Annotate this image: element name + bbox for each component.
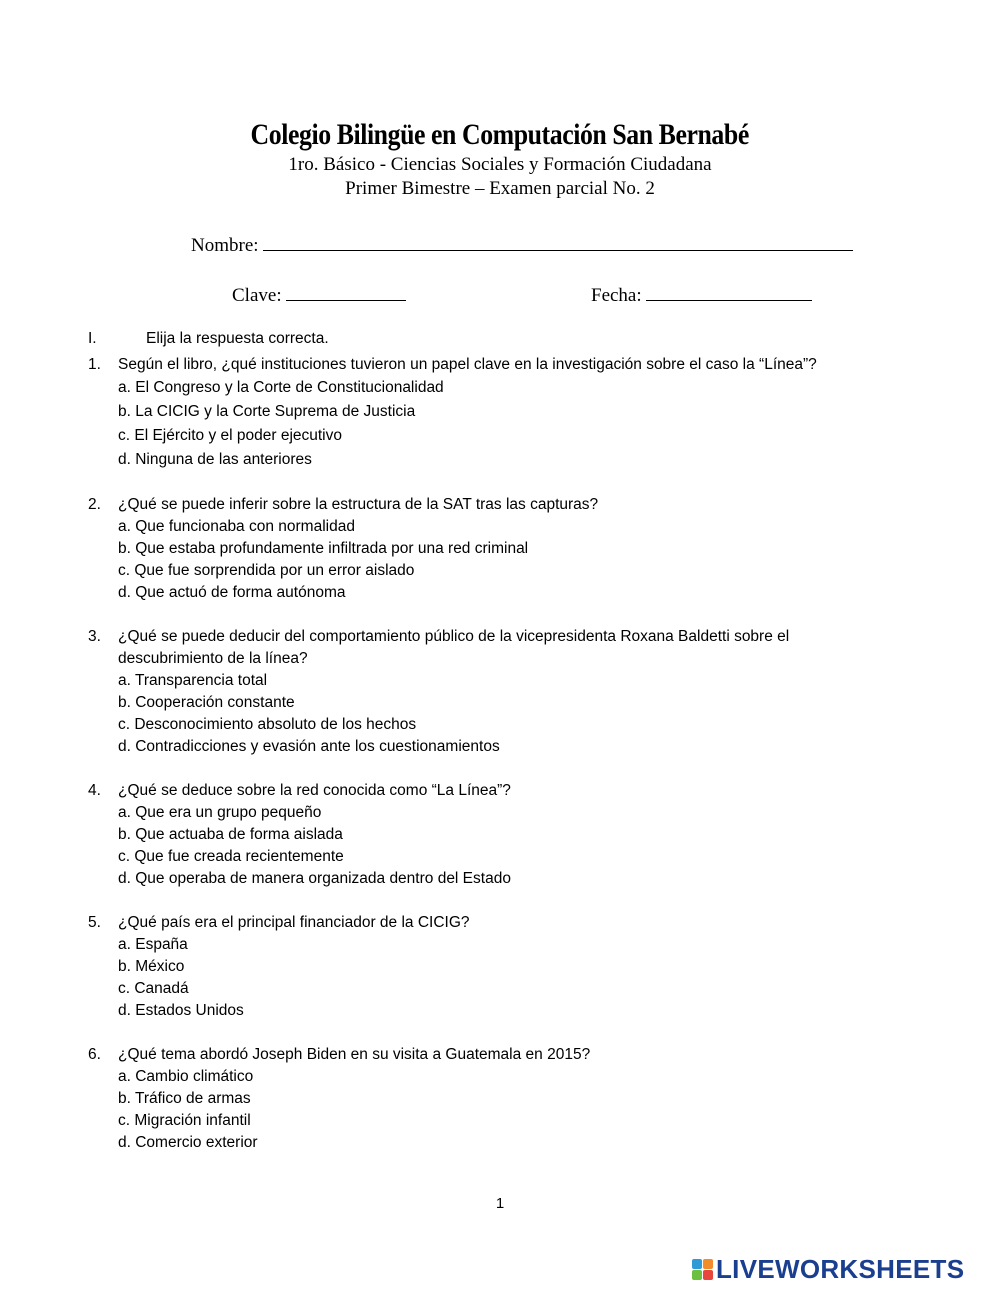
answer-option[interactable]: c. El Ejército y el poder ejecutivo	[118, 427, 342, 444]
question	[88, 780, 888, 890]
answer-option[interactable]: b. La CICIG y la Corte Suprema de Justicia	[118, 403, 416, 420]
logo-block	[703, 1270, 713, 1280]
answer-option[interactable]: d. Ninguna de las anteriores	[118, 451, 312, 468]
date-field	[591, 282, 812, 307]
answer-option[interactable]: a. Transparencia total	[118, 672, 268, 689]
key-label: Clave:	[232, 285, 282, 306]
question-list	[88, 354, 888, 1176]
question	[88, 626, 888, 758]
question-text: Según el libro, ¿qué instituciones tuvieron un papel clave en la investigación sobre el caso la “Línea”?	[118, 356, 817, 373]
answer-option[interactable]: b. Que estaba profundamente infiltrada por una red criminal	[118, 540, 529, 557]
answer-option[interactable]: c. Canadá	[118, 980, 189, 997]
question	[88, 1044, 888, 1154]
answer-option[interactable]: a. España	[118, 936, 188, 953]
question-stem	[88, 354, 888, 376]
answer-option[interactable]: d. Estados Unidos	[118, 1002, 244, 1019]
question-text: ¿Qué tema abordó Joseph Biden en su visita a Guatemala en 2015?	[118, 1046, 591, 1063]
question-text: ¿Qué se deduce sobre la red conocida como “La Línea”?	[118, 782, 511, 799]
question-text: ¿Qué se puede deducir del comportamiento público de la vicepresidenta Roxana Baldetti sobre el descubrimiento de la línea?	[118, 628, 790, 667]
instruction-number: I.	[88, 330, 97, 347]
answer-option[interactable]: a. El Congreso y la Corte de Constitucionalidad	[118, 379, 444, 396]
question-text: ¿Qué se puede inferir sobre la estructura de la SAT tras las capturas?	[118, 496, 599, 513]
answer-option[interactable]: c. Desconocimiento absoluto de los hechos	[118, 716, 417, 733]
answer-option[interactable]: b. Tráfico de armas	[118, 1090, 251, 1107]
logo-block	[692, 1270, 702, 1280]
key-input-line[interactable]	[286, 282, 406, 301]
question-number: 3.	[88, 628, 101, 645]
question	[88, 354, 888, 472]
answer-option[interactable]: c. Que fue creada recientemente	[118, 848, 344, 865]
name-field	[191, 232, 853, 257]
question-stem	[88, 1044, 888, 1066]
logo-text: LIVEWORKSHEETS	[716, 1254, 965, 1284]
date-label: Fecha:	[591, 285, 642, 306]
question-number: 5.	[88, 914, 101, 931]
answer-option[interactable]: a. Que era un grupo pequeño	[118, 804, 322, 821]
answer-option[interactable]: d. Que actuó de forma autónoma	[118, 584, 346, 601]
page-number: 1	[495, 1195, 505, 1212]
question-number: 6.	[88, 1046, 101, 1063]
answer-option[interactable]: d. Que operaba de manera organizada dentro del Estado	[118, 870, 511, 887]
logo-blocks-icon	[692, 1259, 713, 1280]
date-input-line[interactable]	[646, 282, 812, 301]
question-stem	[88, 626, 888, 670]
answer-option[interactable]: d. Contradicciones y evasión ante los cuestionamientos	[118, 738, 500, 755]
question	[88, 494, 888, 604]
question	[88, 912, 888, 1022]
question-stem	[88, 494, 888, 516]
key-field	[232, 282, 406, 307]
instruction	[88, 330, 329, 348]
logo-block	[703, 1259, 713, 1269]
liveworksheets-logo	[692, 1254, 964, 1285]
document-header	[0, 117, 1000, 201]
answer-option[interactable]: b. México	[118, 958, 185, 975]
answer-option[interactable]: c. Migración infantil	[118, 1112, 251, 1129]
name-label: Nombre:	[191, 235, 259, 256]
name-input-line[interactable]	[263, 232, 853, 251]
answer-option[interactable]: d. Comercio exterior	[118, 1134, 258, 1151]
logo-block	[692, 1259, 702, 1269]
question-stem	[88, 780, 888, 802]
answer-option[interactable]: b. Que actuaba de forma aislada	[118, 826, 343, 843]
answer-option[interactable]: b. Cooperación constante	[118, 694, 295, 711]
question-stem	[88, 912, 888, 934]
instruction-text: Elija la respuesta correcta.	[146, 330, 329, 347]
question-number: 1.	[88, 356, 101, 373]
question-number: 2.	[88, 496, 101, 513]
answer-option[interactable]: c. Que fue sorprendida por un error aislado	[118, 562, 415, 579]
question-text: ¿Qué país era el principal financiador de la CICIG?	[118, 914, 470, 931]
question-number: 4.	[88, 782, 101, 799]
exam-subtitle: Primer Bimestre – Examen parcial No. 2	[345, 178, 655, 199]
school-title: Colegio Bilingüe en Computación San Bernabé	[250, 118, 750, 151]
answer-option[interactable]: a. Cambio climático	[118, 1068, 254, 1085]
answer-option[interactable]: a. Que funcionaba con normalidad	[118, 518, 355, 535]
course-subtitle: 1ro. Básico - Ciencias Sociales y Formación Ciudadana	[288, 154, 712, 175]
